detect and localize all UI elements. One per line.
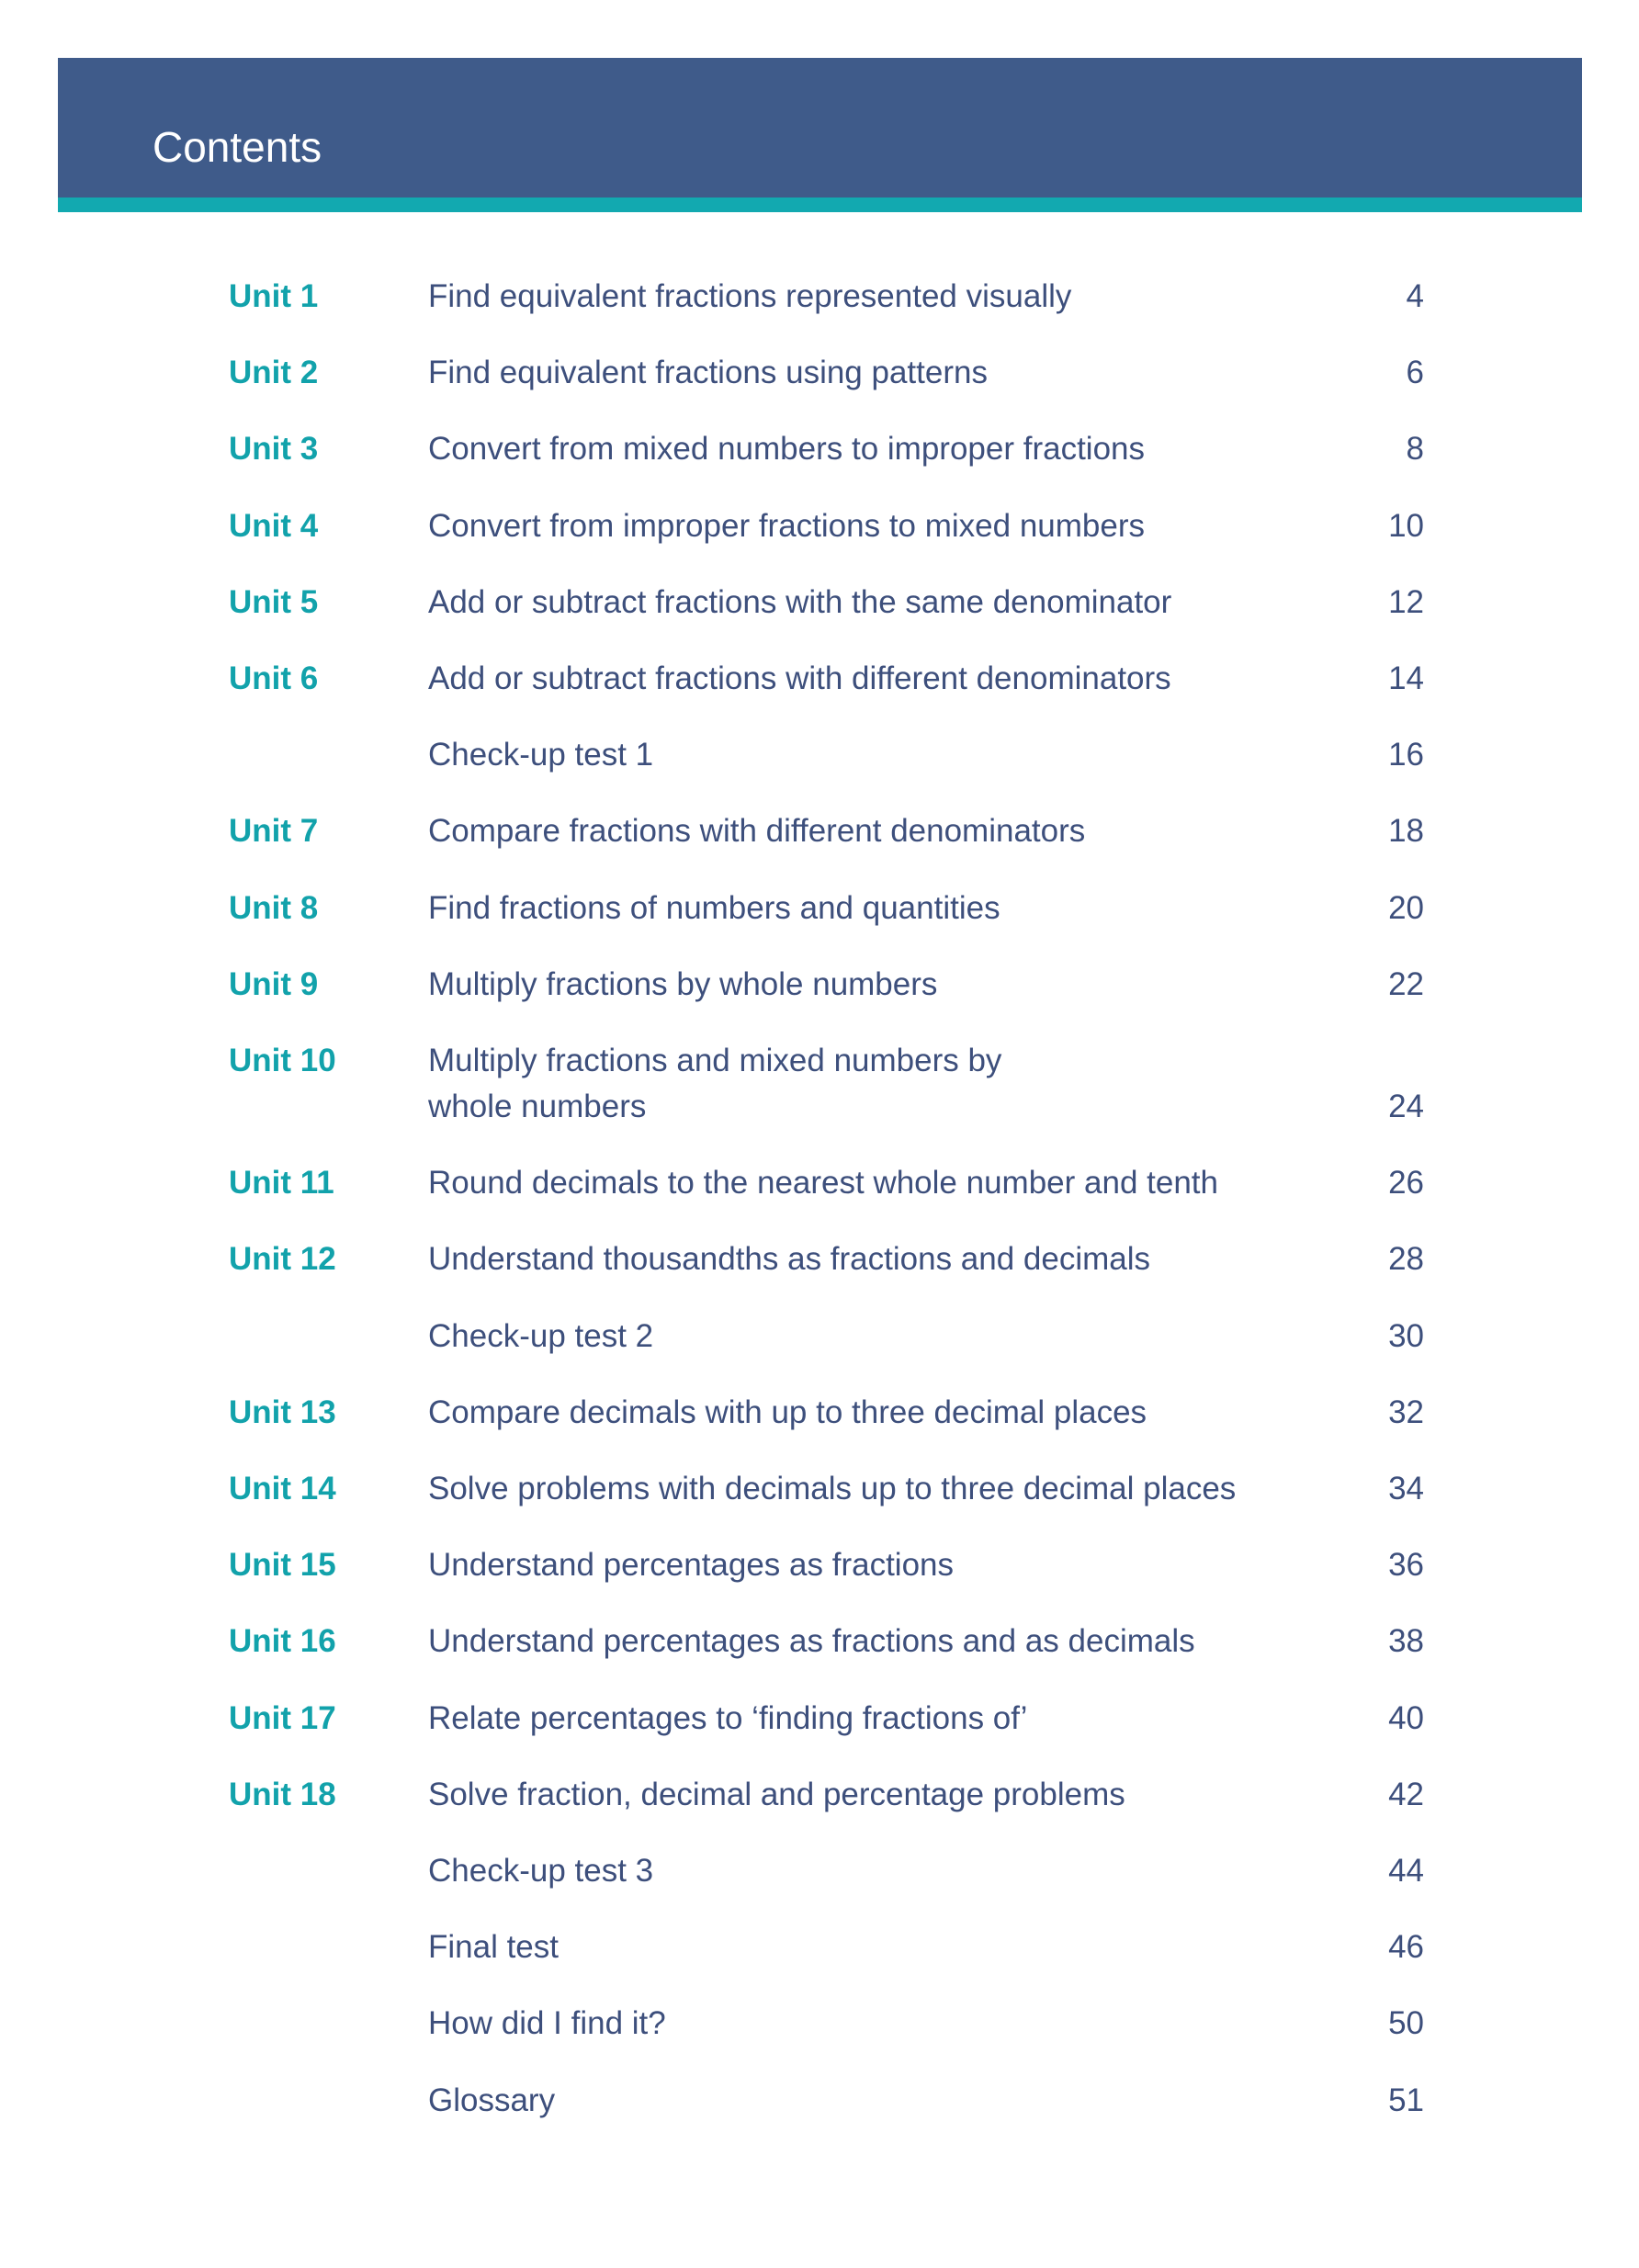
entry-title <box>428 1466 1347 1512</box>
entry-title <box>428 808 1347 854</box>
entry-title <box>428 1924 1347 1970</box>
toc-entry <box>0 1848 1639 1903</box>
unit-label: Unit 10 <box>229 1043 336 1078</box>
page-number: 6 <box>1406 355 1424 391</box>
entry-title <box>428 1390 1347 1436</box>
entry-title-line: Find equivalent fractions represented visually <box>428 278 1072 314</box>
toc-entry <box>0 1542 1639 1597</box>
toc-entry <box>0 962 1639 1017</box>
header-accent-stripe <box>58 197 1582 212</box>
entry-title-line: Find equivalent fractions using patterns <box>428 355 988 391</box>
toc-entry <box>0 808 1639 863</box>
page-number: 30 <box>1388 1317 1424 1354</box>
page-number: 38 <box>1388 1623 1424 1660</box>
unit-label: Unit 14 <box>229 1471 336 1506</box>
entry-title-line: Round decimals to the nearest whole number and tenth <box>428 1165 1218 1202</box>
toc-entry <box>0 1314 1639 1369</box>
unit-label: Unit 18 <box>229 1776 336 1812</box>
page-number: 12 <box>1388 583 1424 620</box>
page-number: 34 <box>1388 1471 1424 1506</box>
page-title: Contents <box>153 123 322 171</box>
toc-entry <box>0 426 1639 481</box>
unit-label: Unit 2 <box>229 355 319 391</box>
entry-title-line: Convert from mixed numbers to improper fractions <box>428 431 1145 468</box>
toc-entry <box>0 1236 1639 1292</box>
entry-title <box>428 503 1347 549</box>
entry-title-line: Multiply fractions by whole numbers <box>428 965 938 1002</box>
unit-label: Unit 9 <box>229 965 319 1002</box>
entry-title-line: Solve fraction, decimal and percentage problems <box>428 1776 1125 1812</box>
entry-title-line: Relate percentages to ‘finding fractions of’ <box>428 1699 1028 1736</box>
entry-title-line: Convert from improper fractions to mixed numbers <box>428 507 1145 544</box>
toc-entry <box>0 1772 1639 1827</box>
page-number: 26 <box>1388 1165 1424 1202</box>
entry-title-line: Glossary <box>428 2082 556 2118</box>
entry-title-line: Add or subtract fractions with the same denominator <box>428 583 1172 620</box>
entry-title-line: Solve problems with decimals up to three decimal places <box>428 1471 1237 1506</box>
toc-entry <box>0 580 1639 635</box>
unit-label: Unit 4 <box>229 507 319 544</box>
page-number: 36 <box>1388 1547 1424 1584</box>
toc-entry <box>0 1466 1639 1521</box>
entry-title-line: Final test <box>428 1929 559 1966</box>
toc-entry <box>0 732 1639 787</box>
entry-title <box>428 1772 1347 1818</box>
entry-title-line: Compare fractions with different denominators <box>428 813 1086 850</box>
page-number: 32 <box>1388 1394 1424 1430</box>
entry-title <box>428 886 1347 931</box>
page-number: 42 <box>1388 1776 1424 1812</box>
page-number: 20 <box>1388 889 1424 926</box>
unit-label: Unit 8 <box>229 889 319 926</box>
toc-entry <box>0 1619 1639 1674</box>
entry-title-line: How did I find it? <box>428 2005 666 2042</box>
toc-entry <box>0 1924 1639 1980</box>
unit-label: Unit 17 <box>229 1699 336 1736</box>
entry-title <box>428 350 1347 396</box>
page-number: 10 <box>1388 507 1424 544</box>
toc-entry <box>0 2001 1639 2056</box>
entry-title <box>428 656 1347 702</box>
unit-label: Unit 11 <box>229 1165 334 1202</box>
entry-title-line: Add or subtract fractions with different denominators <box>428 660 1171 696</box>
toc-entry <box>0 1696 1639 1751</box>
entry-title-line: Check-up test 2 <box>428 1317 654 1354</box>
entry-title <box>428 1314 1347 1360</box>
entry-title <box>428 1696 1347 1742</box>
entry-title-line: Check-up test 1 <box>428 737 654 773</box>
toc-entry <box>0 503 1639 559</box>
entry-title-line: Multiply fractions and mixed numbers by <box>428 1043 1002 1078</box>
unit-label: Unit 13 <box>229 1394 336 1430</box>
unit-label: Unit 15 <box>229 1547 336 1584</box>
page-number: 28 <box>1388 1241 1424 1278</box>
entry-title-line: Check-up test 3 <box>428 1853 654 1889</box>
page-number: 22 <box>1388 965 1424 1002</box>
page-number: 16 <box>1388 737 1424 773</box>
toc-entry <box>0 2078 1639 2133</box>
entry-title <box>428 732 1347 778</box>
entry-title <box>428 1038 1347 1130</box>
entry-title <box>428 426 1347 472</box>
toc-entry <box>0 656 1639 711</box>
entry-title <box>428 2001 1347 2047</box>
unit-label: Unit 3 <box>229 431 319 468</box>
unit-label: Unit 5 <box>229 583 319 620</box>
entry-title <box>428 1160 1347 1206</box>
toc-entry <box>0 1160 1639 1215</box>
entry-title <box>428 580 1347 626</box>
toc-entry <box>0 886 1639 941</box>
entry-title-line: Understand percentages as fractions <box>428 1547 954 1584</box>
page-number: 18 <box>1388 813 1424 850</box>
unit-label: Unit 6 <box>229 660 319 696</box>
entry-title-line: whole numbers <box>428 1089 647 1124</box>
entry-title <box>428 1542 1347 1588</box>
entry-title <box>428 274 1347 320</box>
entry-title <box>428 1619 1347 1664</box>
unit-label: Unit 7 <box>229 813 319 850</box>
entry-title <box>428 1236 1347 1282</box>
entry-title-line: Understand thousandths as fractions and decimals <box>428 1241 1151 1278</box>
unit-label: Unit 1 <box>229 278 319 314</box>
unit-label: Unit 12 <box>229 1241 336 1278</box>
entry-title-line: Compare decimals with up to three decimal places <box>428 1394 1147 1430</box>
page-number: 44 <box>1388 1853 1424 1889</box>
page-number: 8 <box>1406 431 1424 468</box>
entry-title <box>428 2078 1347 2124</box>
toc-entry <box>0 1390 1639 1445</box>
page-number: 4 <box>1406 278 1424 314</box>
page-number: 24 <box>1388 1089 1424 1124</box>
page-number: 51 <box>1388 2082 1424 2118</box>
page-number: 50 <box>1388 2005 1424 2042</box>
entry-title-line: Find fractions of numbers and quantities <box>428 889 1000 926</box>
toc-entry <box>0 350 1639 405</box>
entry-title-line: Understand percentages as fractions and as decimals <box>428 1623 1195 1660</box>
unit-label: Unit 16 <box>229 1623 336 1660</box>
page-number: 14 <box>1388 660 1424 696</box>
page-number: 46 <box>1388 1929 1424 1966</box>
page-number: 40 <box>1388 1699 1424 1736</box>
entry-title <box>428 1848 1347 1894</box>
toc-entry <box>0 274 1639 329</box>
toc-entry <box>0 1038 1639 1124</box>
entry-title <box>428 962 1347 1008</box>
